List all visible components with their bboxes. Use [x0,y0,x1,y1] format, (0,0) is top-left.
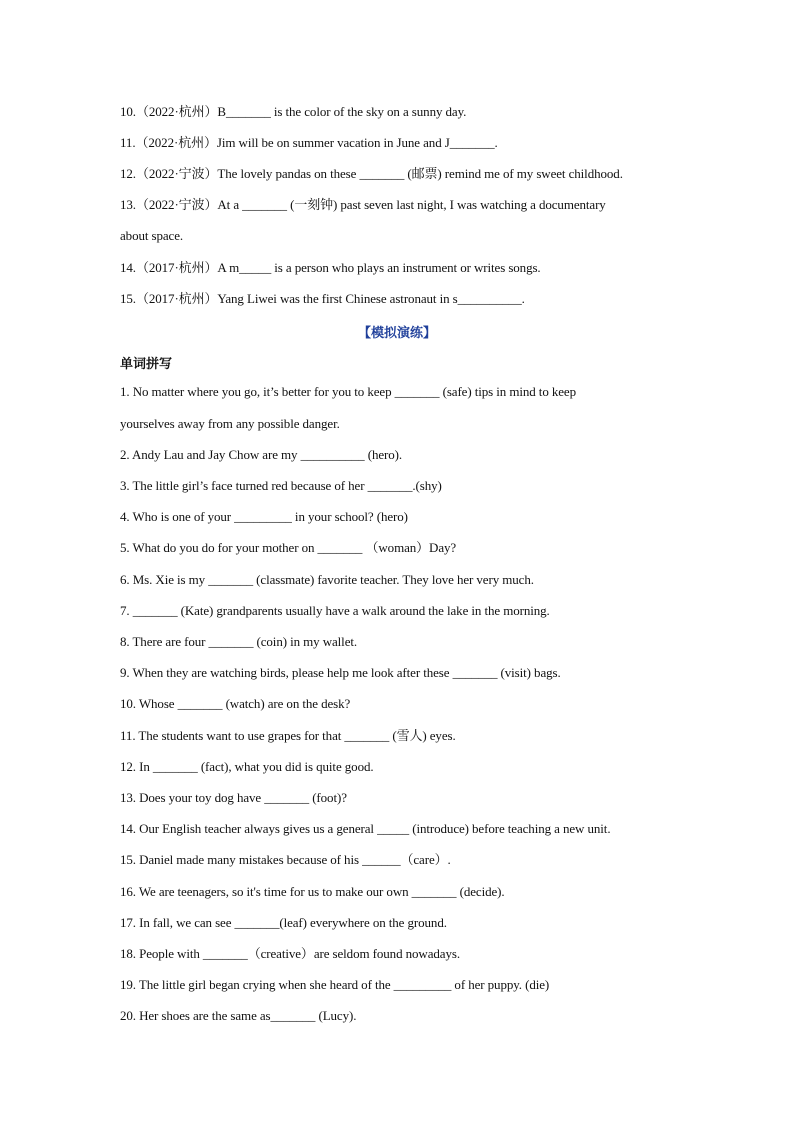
practice-item: 12. In _______ (fact), what you did is quite good. [120,759,374,774]
practice-item: 11. The students want to use grapes for that _______ (雪人) eyes. [120,728,456,743]
exam-item: 11.（2022·杭州）Jim will be on summer vacation in June and J_______. [120,135,498,150]
exam-item: 10.（2022·杭州）B_______ is the color of the sky on a sunny day. [120,104,467,119]
practice-item: 5. What do you do for your mother on _______ （woman）Day? [120,540,457,555]
practice-item: 18. People with _______（creative）are seldom found nowadays. [120,946,460,961]
practice-item: 2. Andy Lau and Jay Chow are my __________ (hero). [120,447,403,462]
practice-item: 3. The little girl’s face turned red because of her _______.(shy) [120,478,442,493]
exam-item: 13.（2022·宁波）At a _______ (一刻钟) past seven last night, I was watching a documentary [120,197,606,212]
practice-item: 20. Her shoes are the same as_______ (Lucy). [120,1008,357,1023]
subheading: 单词拼写 [120,357,173,372]
practice-item: 9. When they are watching birds, please help me look after these _______ (visit) bags. [120,665,561,680]
exam-item: 15.（2017·杭州）Yang Liwei was the first Chinese astronaut in s__________. [120,291,525,306]
practice-item: 7. _______ (Kate) grandparents usually have a walk around the lake in the morning. [120,603,550,618]
exam-item: 12.（2022·宁波）The lovely pandas on these _______ (邮票) remind me of my sweet childhood. [120,166,623,181]
exam-item: 14.（2017·杭州）A m_____ is a person who plays an instrument or writes songs. [120,260,541,275]
practice-item: 4. Who is one of your _________ in your school? (hero) [120,509,408,524]
practice-item: 19. The little girl began crying when she heard of the _________ of her puppy. (die) [120,977,550,992]
practice-item: 14. Our English teacher always gives us a general _____ (introduce) before teaching a new unit. [120,821,611,836]
practice-item: 13. Does your toy dog have _______ (foot)? [120,790,347,805]
practice-item-continuation: yourselves away from any possible danger. [120,416,340,431]
exam-item-continuation: about space. [120,228,184,243]
practice-item: 16. We are teenagers, so it's time for us to make our own _______ (decide). [120,884,505,899]
practice-item: 1. No matter where you go, it’s better for you to keep _______ (safe) tips in mind to keep [120,384,577,399]
practice-item: 10. Whose _______ (watch) are on the desk? [120,696,351,711]
practice-item: 15. Daniel made many mistakes because of his ______（care）. [120,852,451,867]
practice-item: 8. There are four _______ (coin) in my wallet. [120,634,358,649]
section-title: 【模拟演练】 [357,326,436,341]
practice-item: 17. In fall, we can see _______(leaf) everywhere on the ground. [120,915,447,930]
practice-item: 6. Ms. Xie is my _______ (classmate) favorite teacher. They love her very much. [120,572,534,587]
